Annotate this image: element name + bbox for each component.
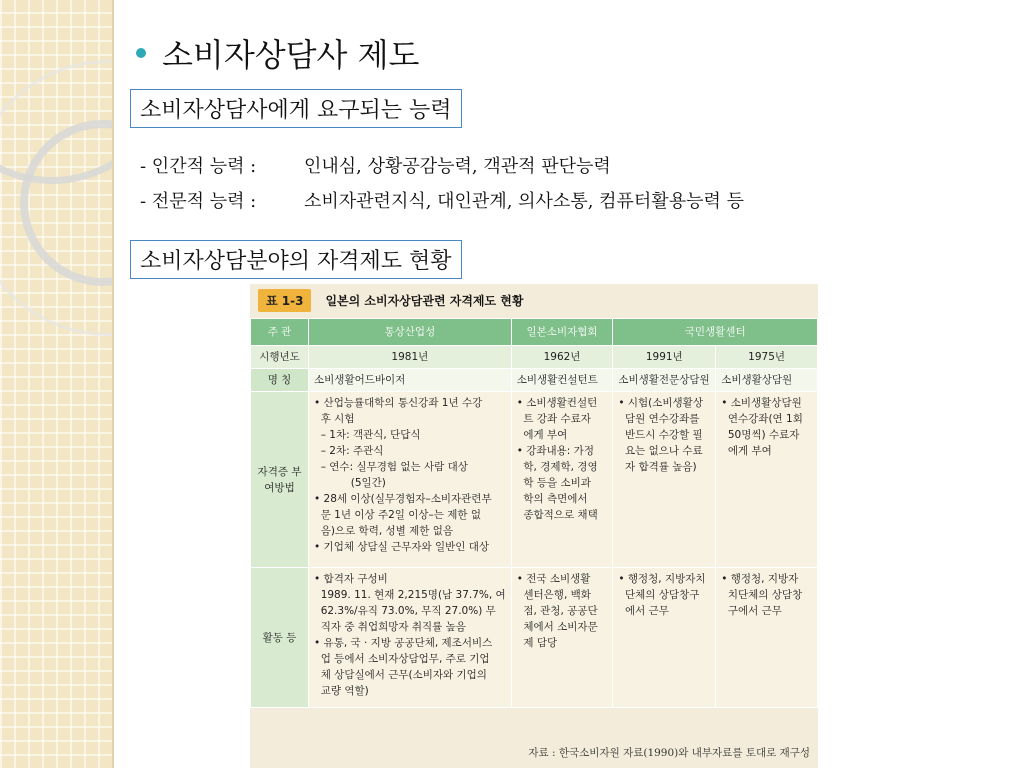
cell-text-line: 직자 중 취업희망자 취직률 높음 <box>314 621 466 633</box>
cell-text-line: • 28세 이상(실무경험자–소비자관련부 <box>314 493 492 505</box>
cell-text-line: • 시험(소비생활상 <box>618 397 703 409</box>
cell-text-line: 트 강좌 수료자 <box>516 413 591 425</box>
cell-text-line: 종합적으로 채택 <box>516 509 598 521</box>
cell-text-line: 50명씩) 수료자 <box>721 429 800 441</box>
cell-text-line: • 유통, 국 · 지방 공공단체, 제조서비스 <box>314 637 493 649</box>
cell-text-line: 62.3%/유직 73.0%, 무직 27.0%) 무 <box>314 605 496 617</box>
cell-text-line: • 소비생활상담원 <box>721 397 802 409</box>
cell-text-line: 제 담당 <box>516 637 558 649</box>
cell-text-line: • 행정청, 지방자 <box>721 573 799 585</box>
cell-text-line: • 행정청, 지방자치 <box>618 573 706 585</box>
cell-text-line: • 강좌내용: 가정 <box>516 445 594 457</box>
cell-text-line: 교량 역할) <box>314 685 369 697</box>
cell-text-line: – 1차: 객관식, 단답식 <box>314 429 421 441</box>
cell-text-line: (5일간) <box>314 477 386 489</box>
table-row <box>251 346 818 369</box>
cell-text-line: 단체의 상담창구 <box>618 589 700 601</box>
cell-text-line: 후 시험 <box>314 413 355 425</box>
table-number: 표 1-3 <box>258 289 311 312</box>
name-cell: 소비생활컨설턴트 <box>511 369 613 392</box>
name-cell: 소비생활상담원 <box>716 369 818 392</box>
cell-text-line: 반드시 수강할 필 <box>618 429 703 441</box>
org-cell: 통상산업성 <box>309 319 512 346</box>
org-cell: 국민생활센터 <box>613 319 818 346</box>
cell-text-line: 치단체의 상담창 <box>721 589 803 601</box>
activity-cell <box>511 568 613 708</box>
year-cell: 1981년 <box>309 346 512 369</box>
name-cell: 소비생활어드바이저 <box>309 369 512 392</box>
row-label: 시행년도 <box>251 346 309 369</box>
cell-text-line: • 기업체 상담실 근무자와 일반인 대상 <box>314 541 490 553</box>
certification-table <box>250 318 818 708</box>
cell-text-line: 업 등에서 소비자상담업무, 주로 기업 <box>314 653 490 665</box>
cell-text-line: 구에서 근무 <box>721 605 782 617</box>
decorative-side-strip <box>0 0 114 768</box>
method-cell <box>716 392 818 568</box>
cell-text-line: • 합격자 구성비 <box>314 573 388 585</box>
cell-text-line: • 산업능률대학의 통신강좌 1년 수강 <box>314 397 483 409</box>
cell-text-line: 학의 측면에서 <box>516 493 588 505</box>
cell-text-line: 센터은행, 백화 <box>516 589 591 601</box>
ability-key: - 전문적 능력 : <box>140 191 257 212</box>
method-cell <box>511 392 613 568</box>
ability-value: 인내심, 상황공감능력, 객관적 판단능력 <box>304 156 611 177</box>
table-title: 일본의 소비자상담관련 자격제도 현황 <box>325 293 524 308</box>
ability-value: 소비자관련지식, 대인관계, 의사소통, 컴퓨터활용능력 등 <box>304 191 744 212</box>
cell-text-line: 학, 경제학, 경영 <box>516 461 598 473</box>
cell-text-line: 에게 부여 <box>516 429 568 441</box>
year-cell: 1975년 <box>716 346 818 369</box>
cell-text-line: 에서 근무 <box>618 605 669 617</box>
ability-line <box>140 187 744 213</box>
strip-edge <box>112 0 114 768</box>
row-label: 활동 등 <box>251 568 309 708</box>
activity-cell <box>716 568 818 708</box>
cell-text-line: 에게 부여 <box>721 445 772 457</box>
ability-line <box>140 152 611 178</box>
name-cell: 소비생활전문상담원 <box>613 369 716 392</box>
row-label: 자격증 부여방법 <box>251 392 309 568</box>
cell-text-line: 문 1년 이상 주2일 이상–는 제한 없 <box>314 509 482 521</box>
bullet-icon <box>136 48 146 58</box>
year-cell: 1962년 <box>511 346 613 369</box>
activity-cell <box>613 568 716 708</box>
cell-text-line: – 연수: 실무경험 없는 사람 대상 <box>314 461 468 473</box>
row-label: 명 칭 <box>251 369 309 392</box>
row-label: 주 관 <box>251 319 309 346</box>
cell-text-line: • 전국 소비생활 <box>516 573 591 585</box>
cell-text-line: 담원 연수강좌를 <box>618 413 700 425</box>
activity-cell <box>309 568 512 708</box>
table-row <box>251 369 818 392</box>
cell-text-line: 자 합격률 높음) <box>618 461 697 473</box>
title-row <box>136 30 419 76</box>
cell-text-line: 체에서 소비자문 <box>516 621 598 633</box>
year-cell: 1991년 <box>613 346 716 369</box>
cell-text-line: 점, 관청, 공공단 <box>516 605 598 617</box>
cell-text-line: 학 등을 소비과 <box>516 477 591 489</box>
cell-text-line: 체 상담실에서 근무(소비자와 기업의 <box>314 669 487 681</box>
table-header-row <box>251 319 818 346</box>
table-heading <box>258 288 523 312</box>
cell-text-line: 1989. 11. 현재 2,215명(남 37.7%, 여 <box>314 589 506 601</box>
method-cell <box>309 392 512 568</box>
table-source-note: 자료 : 한국소비자원 자료(1990)와 내부자료를 토대로 재구성 <box>528 747 810 759</box>
cell-text-line: 음)으로 학력, 성별 제한 없음 <box>314 525 454 537</box>
table-row <box>251 568 818 708</box>
method-cell <box>613 392 716 568</box>
slide-title: 소비자상담사 제도 <box>162 36 420 74</box>
section-label-certification: 소비자상담분야의 자격제도 현황 <box>130 240 462 279</box>
table-row <box>251 392 818 568</box>
cell-text-line: • 소비생활컨설턴 <box>516 397 598 409</box>
scanned-table-image <box>250 284 818 768</box>
cell-text-line: 요는 없으나 수료 <box>618 445 703 457</box>
cell-text-line: – 2차: 주관식 <box>314 445 384 457</box>
ability-key: - 인간적 능력 : <box>140 156 257 177</box>
section-label-abilities: 소비자상담사에게 요구되는 능력 <box>130 89 462 128</box>
org-cell: 일본소비자협회 <box>511 319 613 346</box>
cell-text-line: 연수강좌(연 1회 <box>721 413 803 425</box>
